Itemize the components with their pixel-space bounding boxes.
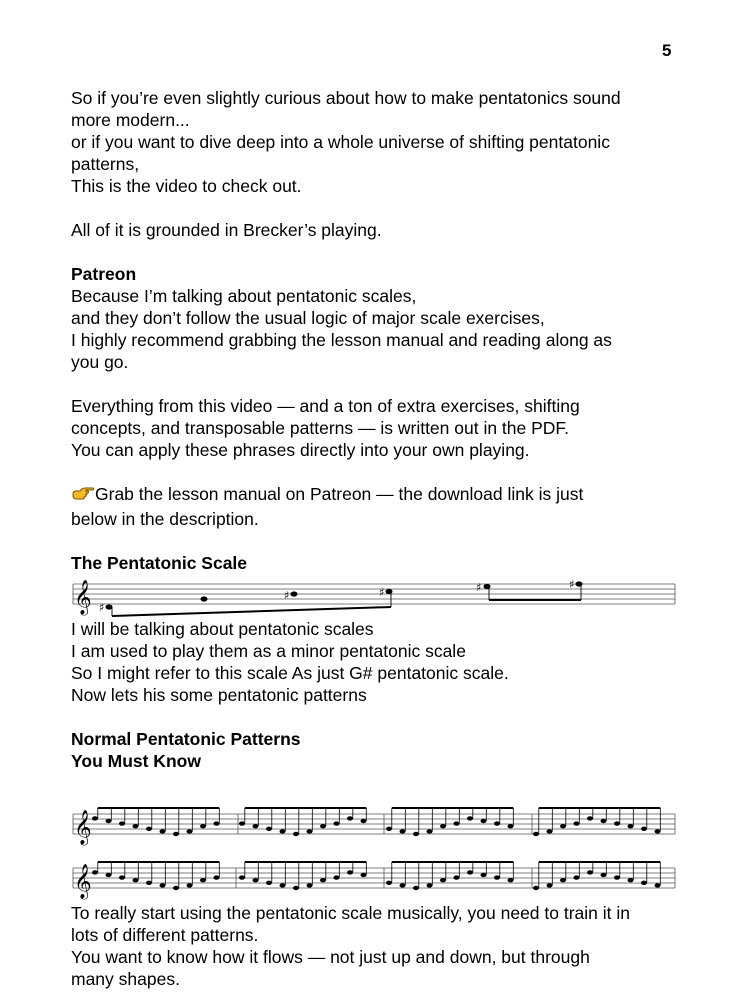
patreon-cta-line (71, 483, 681, 508)
scale-line: I am used to play them as a minor pentatonic scale (71, 641, 466, 661)
patterns-line: lots of different patterns. (71, 925, 259, 945)
scale-notation (71, 574, 677, 618)
treble-clef-icon: 𝄞 (74, 810, 92, 845)
svg-text:♯: ♯ (379, 586, 385, 599)
svg-text:♯: ♯ (99, 601, 105, 614)
document-body (71, 87, 681, 990)
patterns-line: You want to know how it flows — not just up and down, but through (71, 947, 590, 967)
intro-line: This is the video to check out. (71, 176, 302, 196)
scale-line: So I might refer to this scale As just G# pentatonic scale. (71, 663, 509, 683)
patterns-heading: Normal Pentatonic Patterns (71, 729, 301, 749)
svg-text:♯: ♯ (476, 581, 482, 594)
treble-clef-icon: 𝄞 (74, 580, 92, 615)
patreon-line: You can apply these phrases directly into your own playing. (71, 440, 530, 460)
svg-text:♯: ♯ (569, 578, 575, 591)
treble-clef-icon: 𝄞 (74, 864, 92, 899)
svg-text:♯: ♯ (284, 589, 290, 602)
intro-line: more modern... (71, 110, 190, 130)
patreon-line: concepts, and transposable patterns — is written out in the PDF. (71, 418, 570, 438)
patreon-line: and they don’t follow the usual logic of major scale exercises, (71, 308, 545, 328)
intro-line: So if you’re even slightly curious about how to make pentatonics sound (71, 88, 621, 108)
intro-line: patterns, (71, 154, 140, 174)
scale-line: I will be talking about pentatonic scales (71, 619, 374, 639)
patreon-line: Because I’m talking about pentatonic scales, (71, 286, 417, 306)
patreon-heading: Patreon (71, 264, 137, 284)
pointing-hand-icon (71, 485, 95, 508)
patterns-line: To really start using the pentatonic scale musically, you need to train it in (71, 903, 630, 923)
patreon-cta-text: Grab the lesson manual on Patreon — the download link is just (95, 484, 584, 504)
patterns-line: many shapes. (71, 969, 180, 989)
pentatonic-scale-heading: The Pentatonic Scale (71, 553, 248, 573)
intro-line: or if you want to dive deep into a whole universe of shifting pentatonic (71, 132, 610, 152)
scale-line: Now lets his some pentatonic patterns (71, 685, 367, 705)
patreon-line: I highly recommend grabbing the lesson manual and reading along as (71, 330, 612, 350)
patreon-line: Everything from this video — and a ton of extra exercises, shifting (71, 396, 580, 416)
patterns-heading: You Must Know (71, 751, 201, 771)
patreon-line: you go. (71, 352, 129, 372)
brecker-line: All of it is grounded in Brecker’s playing. (71, 220, 382, 240)
page-number: 5 (662, 41, 672, 60)
patterns-notation (71, 786, 677, 902)
patreon-cta-line: below in the description. (71, 509, 259, 529)
